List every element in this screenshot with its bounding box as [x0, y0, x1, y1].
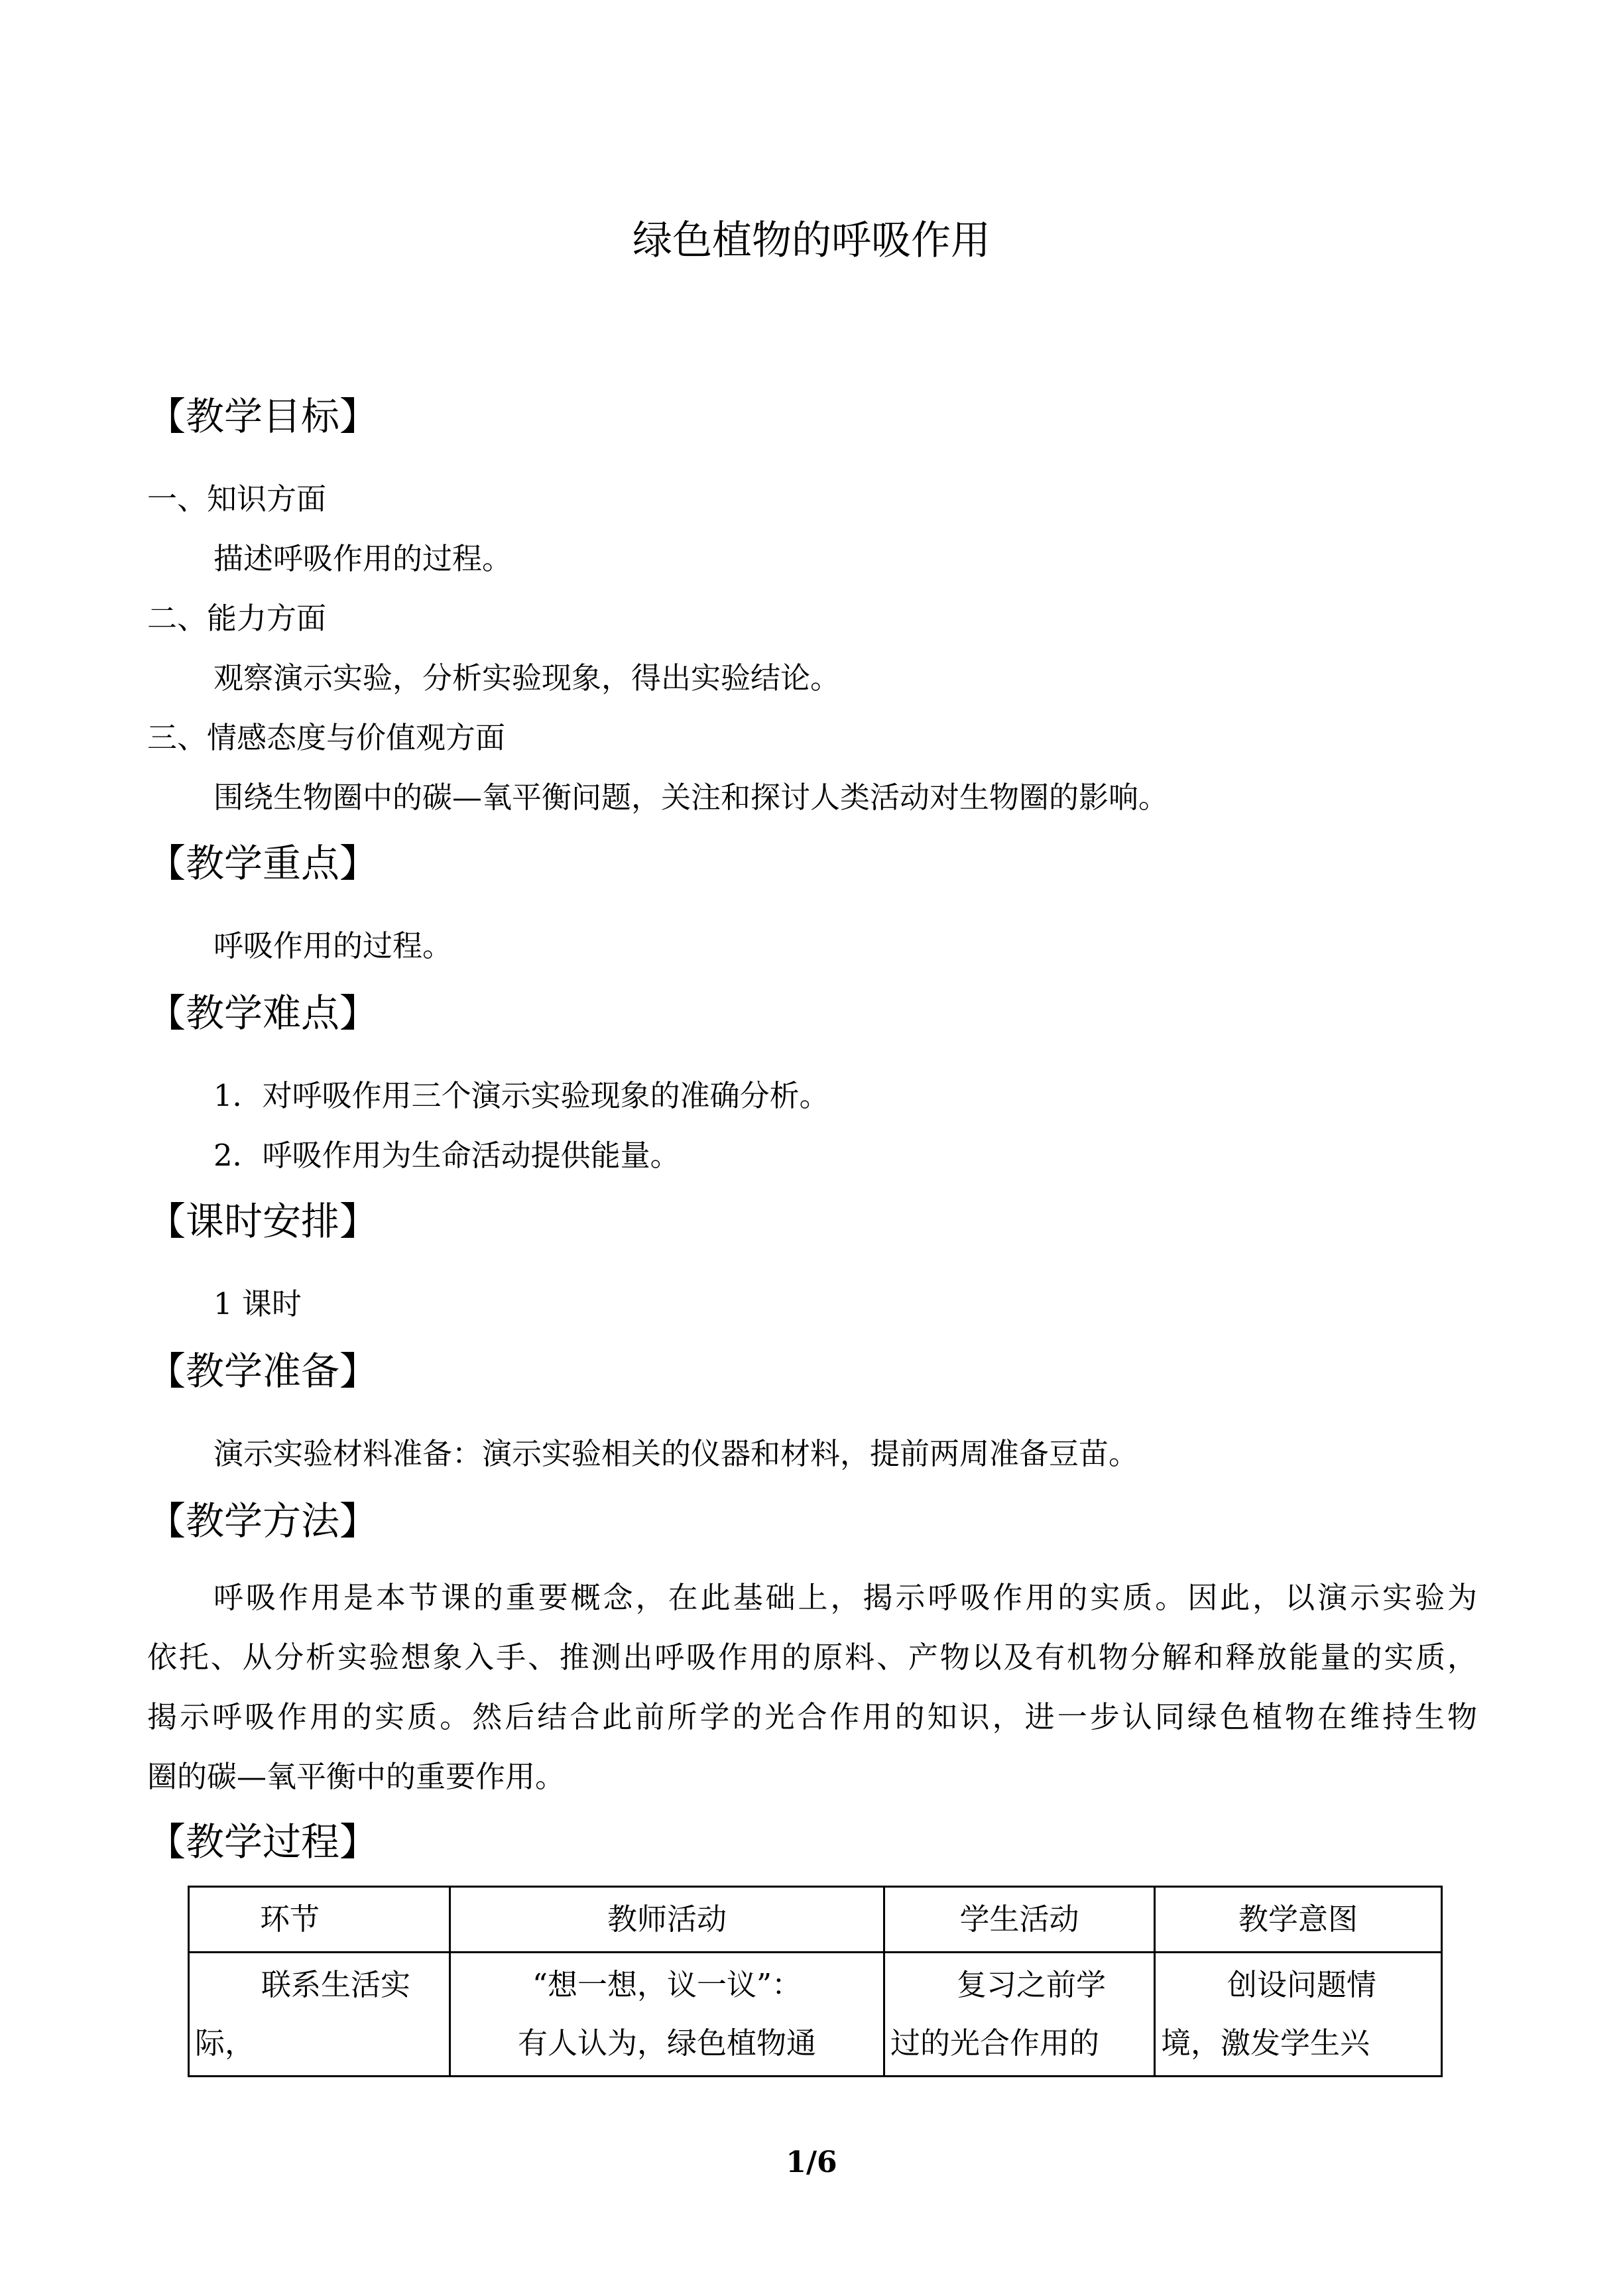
cell-line: 联系生活实	[261, 1967, 411, 2002]
section-heading-process: 【教学过程】	[147, 1819, 379, 1864]
cell-line: 境，激发学生兴	[1161, 2025, 1370, 2061]
section-heading-difficulty: 【教学难点】	[147, 991, 379, 1036]
process-table	[188, 1886, 1443, 2077]
section-heading-key-point: 【教学重点】	[147, 841, 379, 886]
column-header-student: 学生活动	[884, 1887, 1155, 1953]
cell-teacher	[450, 1953, 884, 2077]
section-heading-method: 【教学方法】	[147, 1498, 379, 1543]
method-line: 呼吸作用是本节课的重要概念，在此基础上，揭示呼吸作用的实质。因此，以演示实验为	[213, 1580, 1477, 1615]
section-heading-preparation: 【教学准备】	[147, 1349, 379, 1394]
page-title: 绿色植物的呼吸作用	[632, 217, 991, 264]
objective-label-ability: 二、能力方面	[147, 601, 327, 636]
cell-line: 有人认为，绿色植物通	[517, 2025, 816, 2061]
column-header-stage: 环节	[189, 1887, 450, 1953]
page-number: 1/6	[786, 2145, 837, 2179]
column-header-teacher: 教师活动	[450, 1887, 884, 1953]
table-row	[189, 1953, 1442, 2077]
method-paragraph	[147, 1568, 1477, 1807]
table-header-row	[189, 1887, 1442, 1953]
cell-line: 创设问题情	[1227, 1967, 1377, 2002]
objective-label-knowledge: 一、知识方面	[147, 481, 327, 516]
section-heading-schedule: 【课时安排】	[147, 1199, 379, 1244]
method-line: 依托、从分析实验想象入手、推测出呼吸作用的原料、产物以及有机物分解和释放能量的实质，	[147, 1640, 1477, 1675]
cell-line: 过的光合作用的	[890, 2025, 1100, 2061]
method-line: 揭示呼吸作用的实质。然后结合此前所学的光合作用的知识，进一步认同绿色植物在维持生物	[147, 1699, 1477, 1734]
cell-stage	[189, 1953, 450, 2077]
schedule-text: 1 课时	[213, 1286, 302, 1321]
method-line: 圈的碳—氧平衡中的重要作用。	[147, 1759, 566, 1794]
objective-text-knowledge: 描述呼吸作用的过程。	[213, 541, 512, 576]
cell-line: 际，	[195, 2025, 255, 2061]
cell-line: “想一想，议一议”：	[532, 1967, 802, 2002]
difficulty-item: 2．呼吸作用为生命活动提供能量。	[213, 1138, 680, 1173]
cell-line: 复习之前学	[957, 1967, 1107, 2002]
objective-text-ability: 观察演示实验，分析实验现象，得出实验结论。	[213, 660, 841, 695]
difficulty-item: 1．对呼吸作用三个演示实验现象的准确分析。	[213, 1078, 829, 1113]
cell-intent	[1155, 1953, 1442, 2077]
objective-label-attitude: 三、情感态度与价值观方面	[147, 720, 506, 755]
section-heading-objectives: 【教学目标】	[147, 394, 379, 439]
cell-student	[884, 1953, 1155, 2077]
key-point-text: 呼吸作用的过程。	[213, 928, 453, 963]
preparation-text: 演示实验材料准备：演示实验相关的仪器和材料，提前两周准备豆苗。	[213, 1436, 1139, 1471]
objective-text-attitude: 围绕生物圈中的碳—氧平衡问题，关注和探讨人类活动对生物圈的影响。	[213, 780, 1169, 815]
column-header-intent: 教学意图	[1155, 1887, 1442, 1953]
